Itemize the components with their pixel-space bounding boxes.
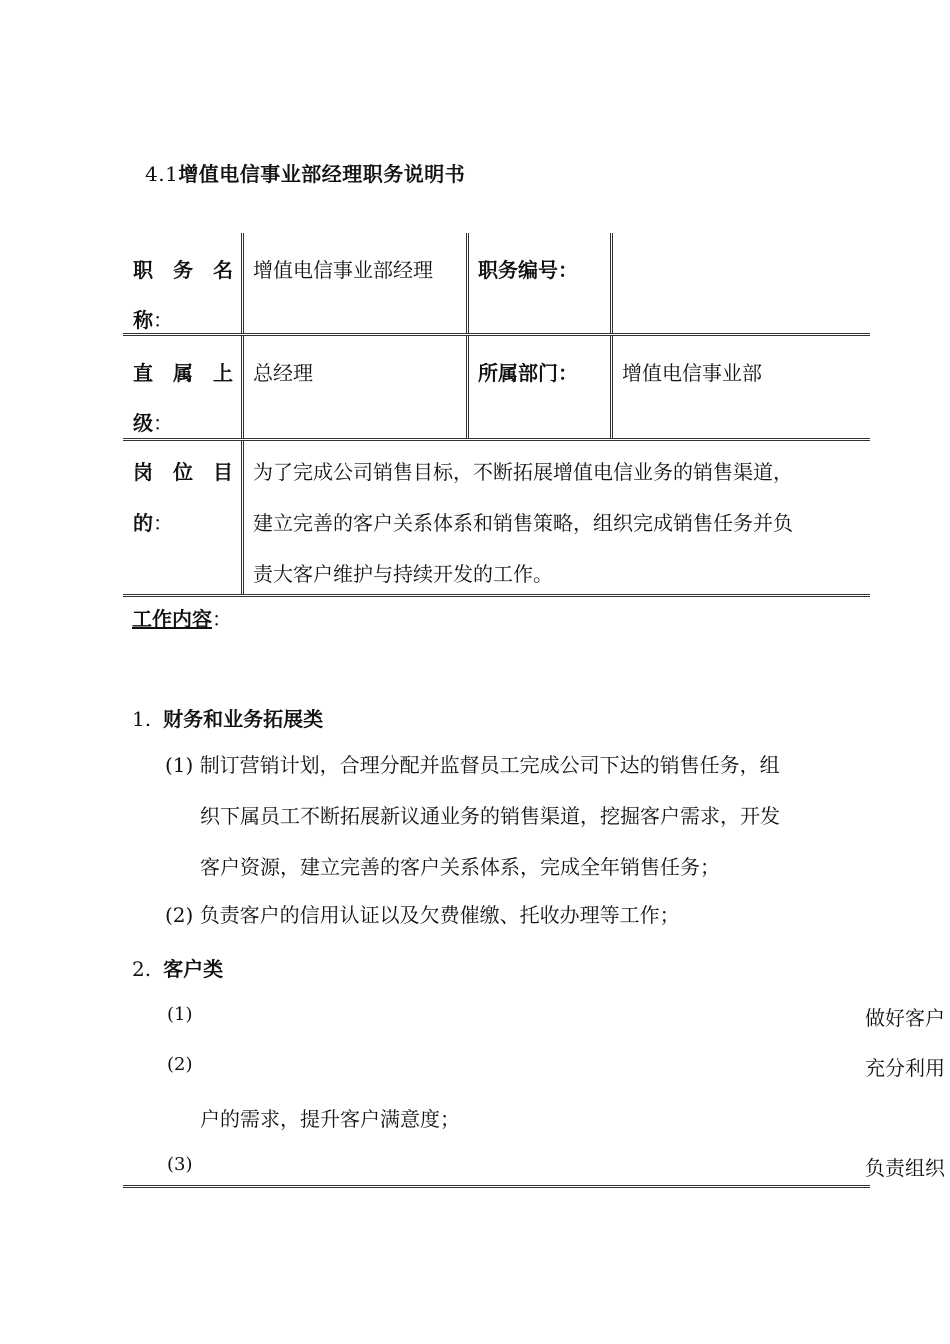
table-row-superior [123,336,870,438]
item-number: (2) [167,1054,193,1075]
section-title: 客户类 [163,957,224,981]
section-heading [132,953,223,982]
item-text-clipped: 负责组织 [865,1156,945,1180]
section-title: 财务和业务拓展类 [163,707,324,731]
page-title [145,158,465,187]
label-char: 位 [173,460,193,484]
label-char: 务 [173,258,193,282]
title-number: 4.1 [145,162,179,186]
item-text-clipped: 做好客户 [865,1006,945,1030]
label-char: 直 [133,361,153,385]
item-continuation: 户的需求，提升客户满意度； [200,1107,460,1131]
item-line: (1) 制订营销计划，合理分配并监督员工完成公司下达的销售任务，组 [165,753,780,777]
label-char: 级 [133,411,153,435]
purpose-line: 责大客户维护与持续开发的工作。 [253,562,553,586]
section-heading [132,703,323,732]
job-info-table [123,233,870,597]
item-number: (3) [167,1154,193,1175]
superior-value: 总经理 [253,361,313,385]
label-char: 上 [213,361,233,385]
item-line: 客户资源，建立完善的客户关系体系，完成全年销售任务； [200,855,720,879]
department-value: 增值电信事业部 [622,361,762,385]
label-cell: 直 属 上 级： [123,336,243,438]
item-line: 织下属员工不断拓展新议通业务的销售渠道，挖掘客户需求，开发 [200,804,780,828]
label-char: 职 [133,258,153,282]
label-char: 目 [213,460,233,484]
department-label: 所属部门： [478,361,578,385]
label-char: 岗 [133,460,153,484]
work-content-colon: ： [212,607,232,631]
section-number: 1. [132,707,152,731]
label-char: 的 [133,511,153,535]
item-number: (1) [167,1004,193,1025]
section1-item2: (2) 负责客户的信用认证以及欠费催缴、托收办理等工作； [165,903,680,927]
title-text: 增值电信事业部经理职务说明书 [178,162,466,186]
position-name-value: 增值电信事业部经理 [253,258,433,282]
purpose-text [243,441,870,594]
bottom-rule [123,1185,870,1188]
purpose-line: 建立完善的客户关系体系和销售策略，组织完成销售任务并负 [253,511,793,535]
purpose-line: 为了完成公司销售目标，不断拓展增值电信业务的销售渠道， [253,460,793,484]
label-cell: 职 务 名 称： [123,233,243,333]
label-cell: 岗 位 目 的： [123,441,243,594]
position-code-value [612,233,870,333]
label-char: 属 [173,361,193,385]
table-row-purpose [123,441,870,594]
work-content-heading [132,603,232,632]
position-code-label: 职务编号： [478,258,578,282]
table-row-position [123,233,870,333]
section1-item1 [165,740,865,893]
label-char: 称 [133,308,153,332]
work-content-label: 工作内容 [132,607,212,631]
section-number: 2. [132,957,152,981]
label-char: 名 [213,258,233,282]
item-text-clipped: 充分利用 [865,1056,945,1080]
